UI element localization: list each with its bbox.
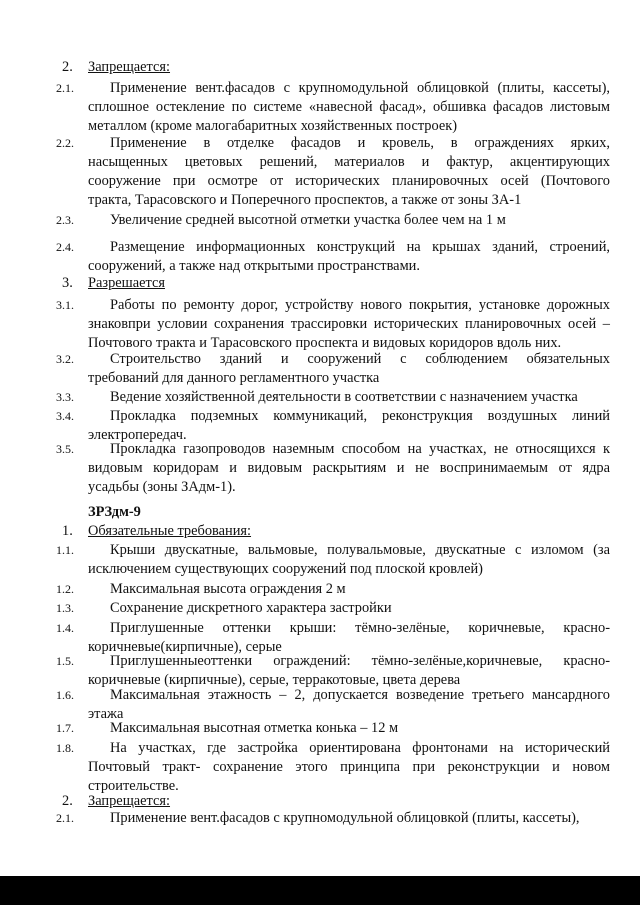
text-line: этажа bbox=[88, 706, 124, 722]
item-number: 2.2. bbox=[56, 136, 74, 150]
text-line: Увеличение средней высотной отметки участка более чем на 1 м bbox=[110, 212, 506, 228]
text-line: Применение вент.фасадов с крупномодульной облицовкой (плиты, кассеты), bbox=[110, 810, 580, 826]
item-number: 1.5. bbox=[56, 654, 74, 668]
text-line: требований для данного регламентного участка bbox=[88, 370, 380, 386]
item-number: 2.1. bbox=[56, 811, 74, 825]
text-line: сооружений, а также над открытыми пространствами. bbox=[88, 258, 420, 274]
text-line: Почтового тракта и Тарасовского проспекта и видовых коридоров вдоль них. bbox=[88, 335, 562, 351]
item-text bbox=[88, 134, 610, 210]
item-number: 3.5. bbox=[56, 442, 74, 456]
text-line: насыщенных цветовых решений, материалов и фактур, акцентирующих bbox=[88, 154, 610, 170]
text-line: коричневые(кирпичные), серые bbox=[88, 639, 282, 655]
item-text bbox=[88, 388, 610, 407]
item-number: 3.3. bbox=[56, 390, 74, 404]
item-text bbox=[88, 580, 610, 599]
text-line: Крыши двускатные, вальмовые, полувальмовые, двускатные с изломом (за bbox=[110, 542, 610, 558]
text-line: Ведение хозяйственной деятельности в соответствии с назначением участка bbox=[110, 389, 578, 405]
item-number: 3.2. bbox=[56, 352, 74, 366]
section-heading-prohibited bbox=[62, 58, 170, 77]
section-title: Обязательные требования: bbox=[88, 523, 252, 539]
item-text bbox=[88, 719, 610, 738]
text-line: тракта, Тарасовского и Поперечного проспектов, а также от зоны ЗА-1 bbox=[88, 192, 522, 208]
item-text bbox=[88, 541, 610, 579]
item-number: 1.4. bbox=[56, 621, 74, 635]
section-number: 1. bbox=[62, 523, 73, 539]
section-heading-mandatory bbox=[62, 522, 251, 541]
text-line: Применение в отделке фасадов и кровель, в ограждениях ярких, bbox=[110, 135, 610, 151]
text-line: исключением существующих сооружений под плоской кровлей) bbox=[88, 561, 483, 577]
item-text bbox=[88, 599, 610, 618]
item-text bbox=[88, 238, 610, 276]
item-number: 2.4. bbox=[56, 240, 74, 254]
item-number: 3.1. bbox=[56, 298, 74, 312]
item-text bbox=[88, 296, 610, 353]
item-number: 1.1. bbox=[56, 543, 74, 557]
text-line: знаковпри условии сохранения трассировки исторических планировочных осей – bbox=[88, 316, 610, 332]
item-text bbox=[88, 350, 610, 388]
text-line: коричневые (кирпичные), серые, терракотовые, цвета дерева bbox=[88, 672, 461, 688]
text-line: Прокладка газопроводов наземным способом на участках, не относящихся к bbox=[110, 441, 610, 457]
text-line: сплошное остекление по системе «навесной фасад», обшивка фасадов листовым bbox=[88, 99, 610, 115]
text-line: Размещение информационных конструкций на крышах зданий, строений, bbox=[110, 239, 610, 255]
text-line: Работы по ремонту дорог, устройству нового покрытия, установке дорожных bbox=[110, 297, 610, 313]
section-number: 2. bbox=[62, 793, 73, 809]
item-number: 1.7. bbox=[56, 721, 74, 735]
text-line: Максимальная высотная отметка конька – 12 м bbox=[110, 720, 399, 736]
section-number: 2. bbox=[62, 59, 73, 75]
text-line: Прокладка подземных коммуникаций, реконструкция воздушных линий bbox=[110, 408, 610, 424]
scan-bottom-border bbox=[0, 876, 640, 905]
item-text bbox=[88, 652, 610, 690]
text-line: Почтовый тракт- сохранение этого принципа при реконструкции и новом bbox=[88, 759, 610, 775]
item-number: 1.6. bbox=[56, 688, 74, 702]
item-number: 2.1. bbox=[56, 81, 74, 95]
section-heading-allowed bbox=[62, 274, 165, 293]
section-title: Запрещается: bbox=[88, 59, 171, 75]
item-number: 1.2. bbox=[56, 582, 74, 596]
item-number: 1.8. bbox=[56, 741, 74, 755]
text-line: электропередач. bbox=[88, 427, 187, 443]
text-line: Максимальная высота ограждения 2 м bbox=[110, 581, 346, 597]
text-line: Приглушенныеоттенки ограждений: тёмно-зелёные,коричневые, красно- bbox=[110, 653, 610, 669]
item-text bbox=[88, 739, 610, 796]
text-line: Применение вент.фасадов с крупномодульной облицовкой (плиты, кассеты), bbox=[110, 80, 610, 96]
text-line: Сохранение дискретного характера застройки bbox=[110, 600, 392, 616]
text-line: Строительство зданий и сооружений с соблюдением обязательных bbox=[110, 351, 610, 367]
item-number: 2.3. bbox=[56, 213, 74, 227]
item-number: 1.3. bbox=[56, 601, 74, 615]
item-text bbox=[88, 440, 610, 497]
text-line: усадьбы (зоны ЗАдм-1). bbox=[88, 479, 236, 495]
text-line: Максимальная этажность – 2, допускается возведение третьего мансардного bbox=[110, 687, 610, 703]
item-text bbox=[88, 211, 610, 230]
text-line: сооружение при осмотре от исторических планировочных осей (Почтового bbox=[88, 173, 610, 189]
item-text bbox=[88, 809, 610, 828]
text-line: металлом (кроме малогабаритных хозяйственных построек) bbox=[88, 118, 458, 134]
item-text bbox=[88, 79, 610, 136]
text-line: видовым коридорам и видовым раскрытиям и не воспринимаемым от ядра bbox=[88, 460, 610, 476]
section-title: Запрещается: bbox=[88, 793, 171, 809]
text-line: строительстве. bbox=[88, 778, 179, 794]
section-title: Разрешается bbox=[88, 275, 165, 291]
section-number: 3. bbox=[62, 275, 73, 291]
text-line: Приглушенные оттенки крыши: тёмно-зелёные, коричневые, красно- bbox=[110, 620, 610, 636]
text-line: На участках, где застройка ориентирована фронтонами на исторический bbox=[110, 740, 610, 756]
item-number: 3.4. bbox=[56, 409, 74, 423]
zone-heading: ЗРЗдм-9 bbox=[88, 504, 141, 520]
